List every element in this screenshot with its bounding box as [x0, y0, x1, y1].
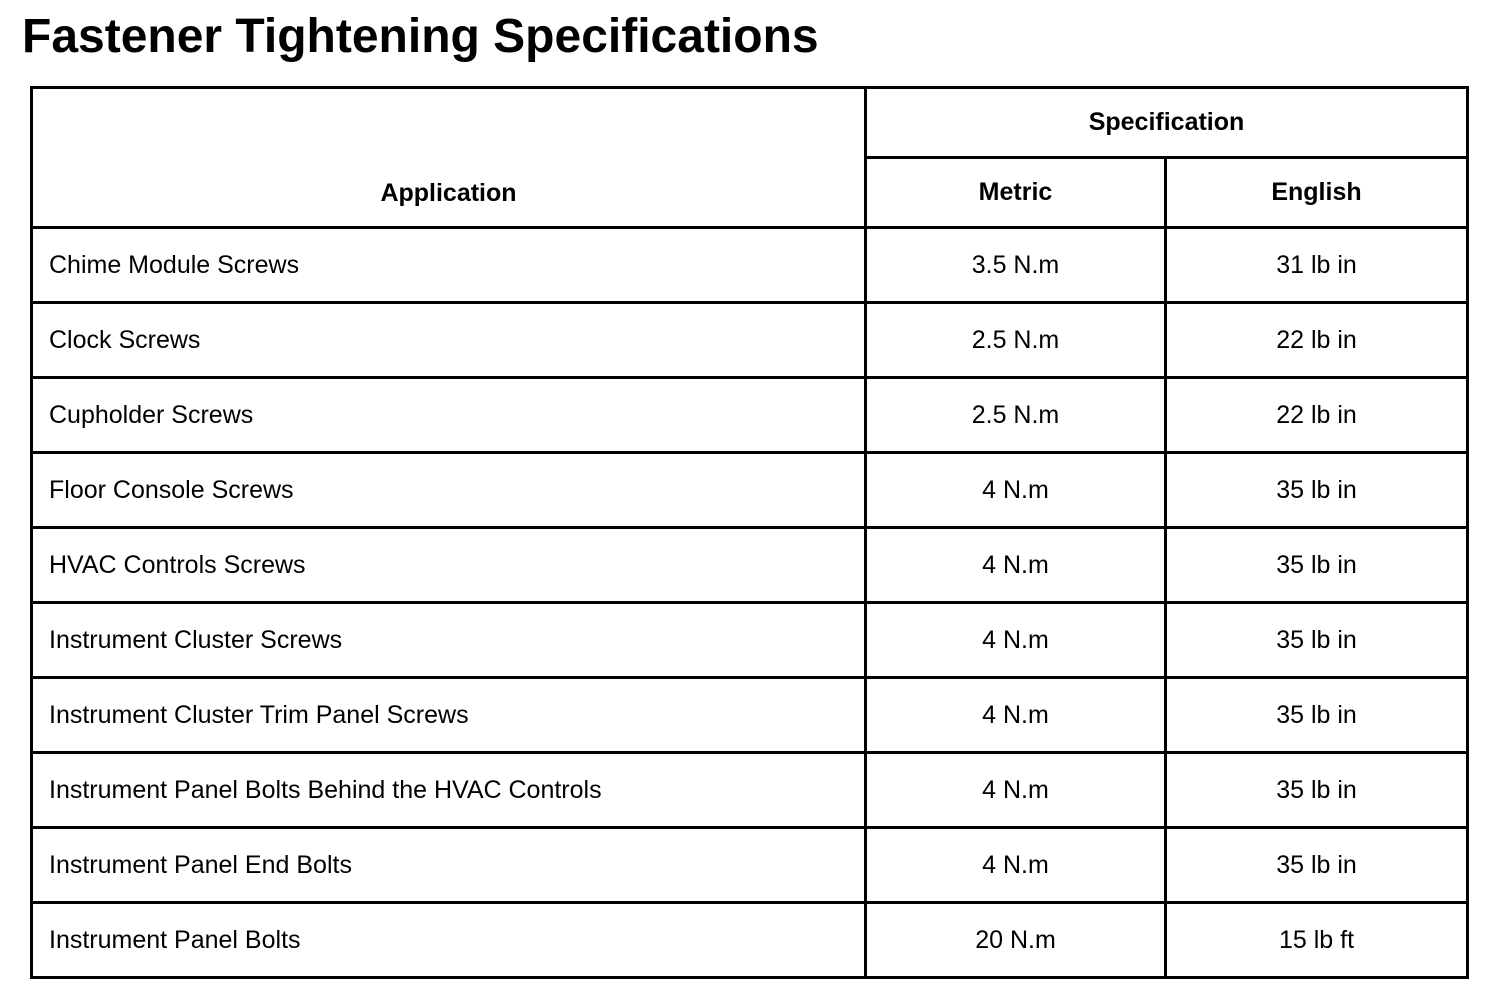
table-row: [32, 828, 1468, 903]
english-value-cell: 35 lb in: [1166, 828, 1468, 903]
metric-value-cell: 4 N.m: [866, 678, 1166, 753]
metric-value-cell: 4 N.m: [866, 603, 1166, 678]
metric-value-cell: 4 N.m: [866, 453, 1166, 528]
application-cell: Instrument Panel Bolts: [32, 903, 866, 978]
metric-value-cell: 2.5 N.m: [866, 378, 1166, 453]
specification-group-header: Specification: [866, 88, 1468, 158]
table-row: [32, 453, 1468, 528]
application-cell: Instrument Panel End Bolts: [32, 828, 866, 903]
table-row: [32, 753, 1468, 828]
metric-value-cell: 4 N.m: [866, 753, 1166, 828]
application-cell: Clock Screws: [32, 303, 866, 378]
table-row: [32, 528, 1468, 603]
english-value-cell: 35 lb in: [1166, 678, 1468, 753]
table-row: [32, 678, 1468, 753]
application-cell: Chime Module Screws: [32, 228, 866, 303]
table-row: [32, 378, 1468, 453]
table-header: [32, 88, 1468, 228]
english-value-cell: 22 lb in: [1166, 378, 1468, 453]
application-cell: Instrument Cluster Screws: [32, 603, 866, 678]
table-row: [32, 903, 1468, 978]
english-value-cell: 35 lb in: [1166, 753, 1468, 828]
english-value-cell: 15 lb ft: [1166, 903, 1468, 978]
application-cell: Floor Console Screws: [32, 453, 866, 528]
specifications-table: [30, 86, 1469, 979]
english-value-cell: 31 lb in: [1166, 228, 1468, 303]
english-value-cell: 22 lb in: [1166, 303, 1468, 378]
application-cell: Instrument Cluster Trim Panel Screws: [32, 678, 866, 753]
english-value-cell: 35 lb in: [1166, 528, 1468, 603]
english-value-cell: 35 lb in: [1166, 453, 1468, 528]
application-column-header: Application: [32, 88, 866, 228]
table-row: [32, 303, 1468, 378]
table-row: [32, 228, 1468, 303]
metric-value-cell: 4 N.m: [866, 828, 1166, 903]
metric-value-cell: 4 N.m: [866, 528, 1166, 603]
application-cell: Cupholder Screws: [32, 378, 866, 453]
application-cell: HVAC Controls Screws: [32, 528, 866, 603]
table-row: [32, 603, 1468, 678]
metric-column-header: Metric: [866, 158, 1166, 228]
metric-value-cell: 20 N.m: [866, 903, 1166, 978]
metric-value-cell: 2.5 N.m: [866, 303, 1166, 378]
page-title: Fastener Tightening Specifications: [22, 10, 819, 63]
metric-value-cell: 3.5 N.m: [866, 228, 1166, 303]
application-cell: Instrument Panel Bolts Behind the HVAC Controls: [32, 753, 866, 828]
english-column-header: English: [1166, 158, 1468, 228]
english-value-cell: 35 lb in: [1166, 603, 1468, 678]
